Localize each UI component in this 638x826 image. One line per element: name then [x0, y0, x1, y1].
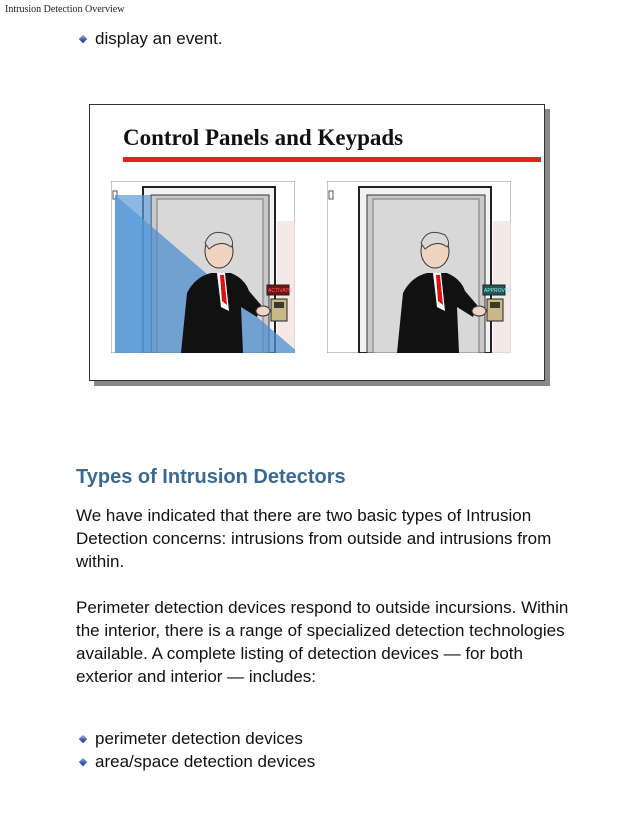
list-item	[80, 752, 315, 772]
bullet-item	[80, 29, 223, 49]
keypad-label-left: ACTIVATE	[268, 288, 292, 294]
slide-title: Control Panels and Keypads	[123, 125, 404, 150]
slide-title-underline	[123, 157, 541, 162]
list-item	[80, 729, 303, 749]
bullet-diamond-icon	[79, 758, 87, 766]
paragraph-2: Perimeter detection devices respond to outside incursions. Within the interior, there is a range of specialized detection technologies available. A complete listing of detection devices — for both exterior and interior — includes:	[76, 598, 569, 686]
section-title: Types of Intrusion Detectors	[76, 466, 346, 488]
list-item-text: perimeter detection devices	[95, 729, 303, 748]
bullet-diamond-icon	[79, 735, 87, 743]
document-header: Intrusion Detection Overview	[5, 4, 125, 15]
left-door-illustration	[111, 181, 295, 353]
bullet-diamond-icon	[79, 35, 87, 43]
paragraph-1: We have indicated that there are two basic types of Intrusion Detection concerns: intrusions from outside and intrusions from within.	[76, 506, 552, 571]
keypad-label-right: APPROVED	[484, 288, 512, 294]
bullet-text: display an event.	[95, 29, 223, 48]
slide-figure	[89, 104, 545, 381]
list-item-text: area/space detection devices	[95, 752, 316, 771]
right-door-illustration	[327, 181, 511, 353]
